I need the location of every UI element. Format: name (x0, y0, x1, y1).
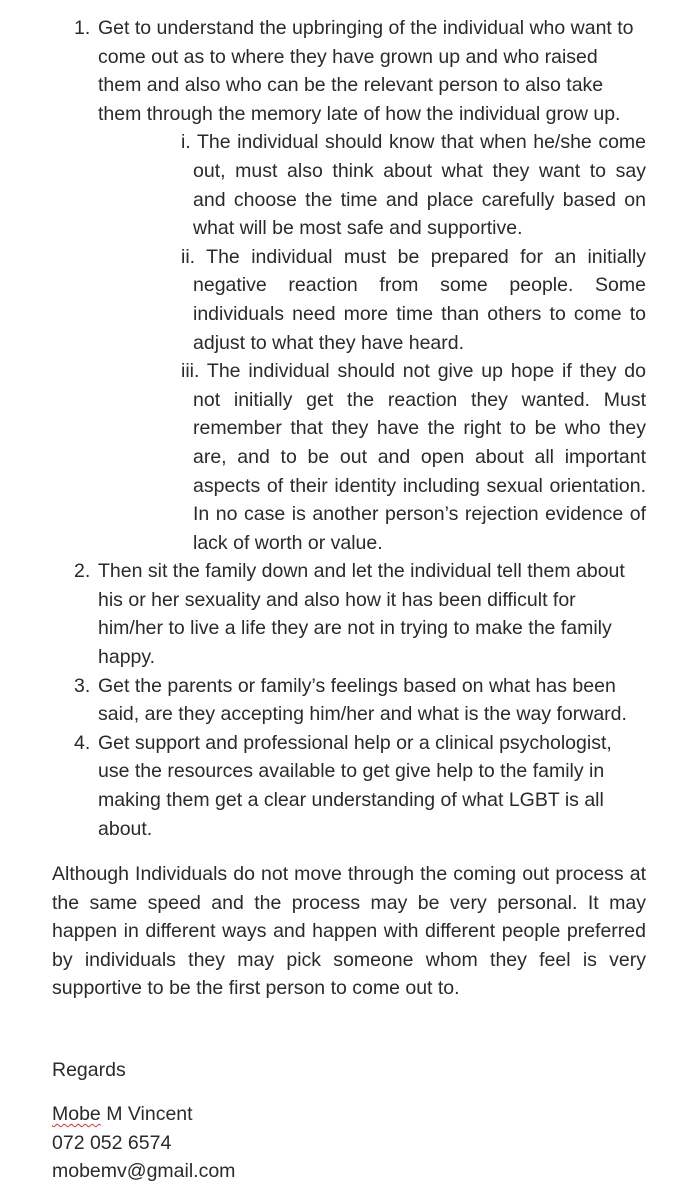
list-number: 4. (74, 731, 91, 754)
list-item-3 (74, 672, 646, 729)
signature-phone: 072 052 6574 (52, 1131, 172, 1154)
sub-item-text: The individual must be prepared for an initially negative reaction from some people. Some individuals need more time than others to come to adjust to what they have heard. (193, 245, 646, 354)
sub-item-text: The individual should not give up hope if they do not initially get the reaction they wanted. Must remember that they have the right to be who they are, and to be out and open about all important aspects of their identity including sexual orientation. In no case is another person’s rejection evidence of lack of worth or value. (193, 360, 646, 554)
signature-first-name: Mobe (52, 1103, 101, 1125)
sub-item-i (181, 128, 646, 242)
roman-numeral: ii. (181, 245, 196, 268)
signature-block (52, 1100, 235, 1186)
roman-numeral: i. (181, 131, 191, 154)
numbered-list (74, 14, 647, 843)
list-item-text: Get the parents or family’s feelings based on what has been said, are they accepting him/her and what is the way forward. (98, 674, 627, 726)
list-item-text: Get to understand the upbringing of the individual who want to come out as to where they have grown up and who raised them and also who can be the relevant person to also take them through the memory late of how the individual grow up. (98, 17, 634, 125)
list-item-text: Then sit the family down and let the individual tell them about his or her sexuality and also how it has been difficult for him/her to live a life they are not in trying to make the family happy. (98, 560, 625, 669)
signature-rest-of-name: M Vincent (100, 1103, 193, 1125)
roman-numeral: iii. (181, 360, 200, 383)
list-item-2 (74, 557, 646, 671)
list-number: 3. (74, 674, 91, 697)
list-number: 1. (74, 17, 91, 39)
regards-text: Regards (52, 1059, 126, 1081)
sub-item-ii (181, 243, 646, 357)
list-item-text: Get support and professional help or a clinical psychologist, use the resources available to get give help to the family in making them get a clear understanding of what LGBT is all about. (98, 731, 612, 840)
sub-item-iii (181, 357, 646, 557)
sub-item-text: The individual should know that when he/she come out, must also think about what they want to say and choose the time and place carefully based on what will be most safe and supportive. (193, 131, 647, 240)
list-number: 2. (74, 560, 91, 583)
closing-paragraph: Although Individuals do not move through the coming out process at the same speed and the process may be very personal. It may happen in different ways and happen with different people preferred by individuals they may pick someone whom they feel is very supportive to be the first person to come out to. (52, 863, 646, 1000)
signature-name (52, 1100, 235, 1129)
list-item-1 (74, 14, 647, 557)
signature-email: mobemv@gmail.com (52, 1160, 236, 1183)
list-item-4 (74, 729, 646, 843)
roman-sub-list (181, 128, 647, 557)
